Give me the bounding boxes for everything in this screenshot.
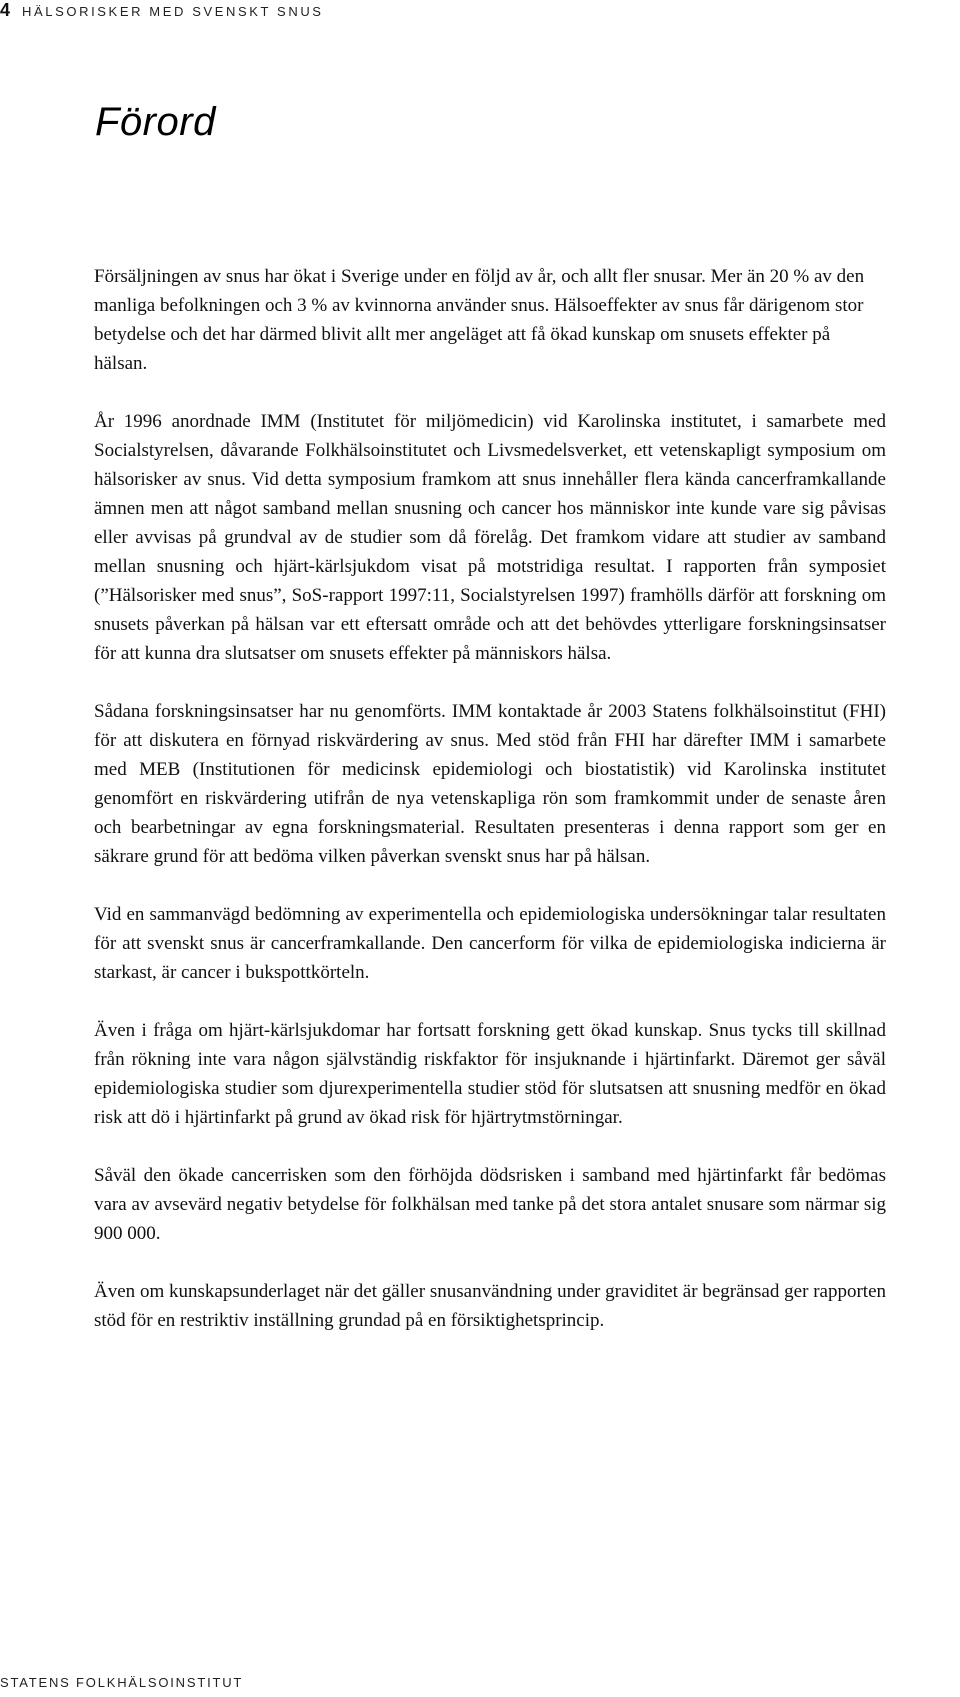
paragraph-5: Även i fråga om hjärt-kärlsjukdomar har fortsatt forskning gett ökad kunskap. Snus tycks till skillnad från rökning inte vara någon självständig riskfaktor för insjuknande i hjärtinfarkt. Däremot ger såväl epidemiologiska studier som djurexperimentella studier stöd för slutsatsen att snusning medför en ökad risk att dö i hjärtinfarkt på grund av ökad risk för hjärtrytmstörningar. bbox=[94, 1020, 886, 1128]
paragraph-2: År 1996 anordnade IMM (Institutet för miljömedicin) vid Karolinska institutet, i samarbete med Socialstyrelsen, dåvarande Folkhälsoinstitutet och Livsmedelsverket, ett vetenskapligt symposium om hälsorisker av snus. Vid detta symposium framkom att snus innehåller flera kända cancerframkallande ämnen men att något samband mellan snusning och cancer hos människor inte kunde vare sig påvisas eller avvisas på grundval av de studier som då förelåg. Det framkom vidare att studier av samband mellan snusning och hjärt-kärlsjukdom visat på motstridiga resultat. I rapporten från symposiet (”Hälsorisker med snus”, SoS-rapport 1997:11, Socialstyrelsen 1997) framhölls därför att forskning om snusets påverkan på hälsan var ett eftersatt område och att det behövdes ytterligare forskningsinsatser för att kunna dra slutsatser om snusets effekter på människors hälsa. bbox=[94, 411, 886, 664]
paragraph-6: Såväl den ökade cancerrisken som den förhöjda dödsrisken i samband med hjärtinfarkt får bedömas vara av avsevärd negativ betydelse för folkhälsan med tanke på det stora antalet snusare som närmar sig 900 000. bbox=[94, 1165, 886, 1244]
running-header bbox=[0, 0, 324, 22]
body-text bbox=[94, 262, 886, 1364]
paragraph-4: Vid en sammanvägd bedömning av experimentella och epidemiologiska undersökningar talar resultaten för att svenskt snus är cancerframkallande. Den cancerform för vilka de epidemiologiska indicierna är starkast, är cancer i bukspottkörteln. bbox=[94, 904, 886, 983]
paragraph-7: Även om kunskapsunderlaget när det gäller snusanvändning under graviditet är begränsad ger rapporten stöd för en restriktiv inställning grundad på en försiktighetsprincip. bbox=[94, 1281, 886, 1331]
running-title: HÄLSORISKER MED SVENSKT SNUS bbox=[22, 4, 324, 19]
paragraph-3: Sådana forskningsinsatser har nu genomförts. IMM kontaktade år 2003 Statens folkhälsoinstitut (FHI) för att diskutera en förnyad riskvärdering av snus. Med stöd från FHI har därefter IMM i samarbete med MEB (Institutionen för medicinsk epidemiologi och biostatistik) vid Karolinska institutet genomfört en riskvärdering utifrån de nya vetenskapliga rön som framkommit under de senaste åren och bearbetningar av egna forskningsmaterial. Resultaten presenteras i denna rapport som ger en säkrare grund för att bedöma vilken påverkan svenskt snus har på hälsan. bbox=[94, 701, 886, 867]
page-title: Förord bbox=[95, 100, 216, 144]
running-footer: STATENS FOLKHÄLSOINSTITUT bbox=[0, 1675, 244, 1690]
page-number: 4 bbox=[0, 0, 11, 20]
paragraph-1: Försäljningen av snus har ökat i Sverige under en följd av år, och allt fler snusar. Mer än 20 % av den manliga befolkningen och 3 % av kvinnorna använder snus. Hälsoeffekter av snus får därigenom stor betydelse och det har därmed blivit allt mer angeläget att få ökad kunskap om snusets effekter på hälsan. bbox=[94, 266, 865, 374]
